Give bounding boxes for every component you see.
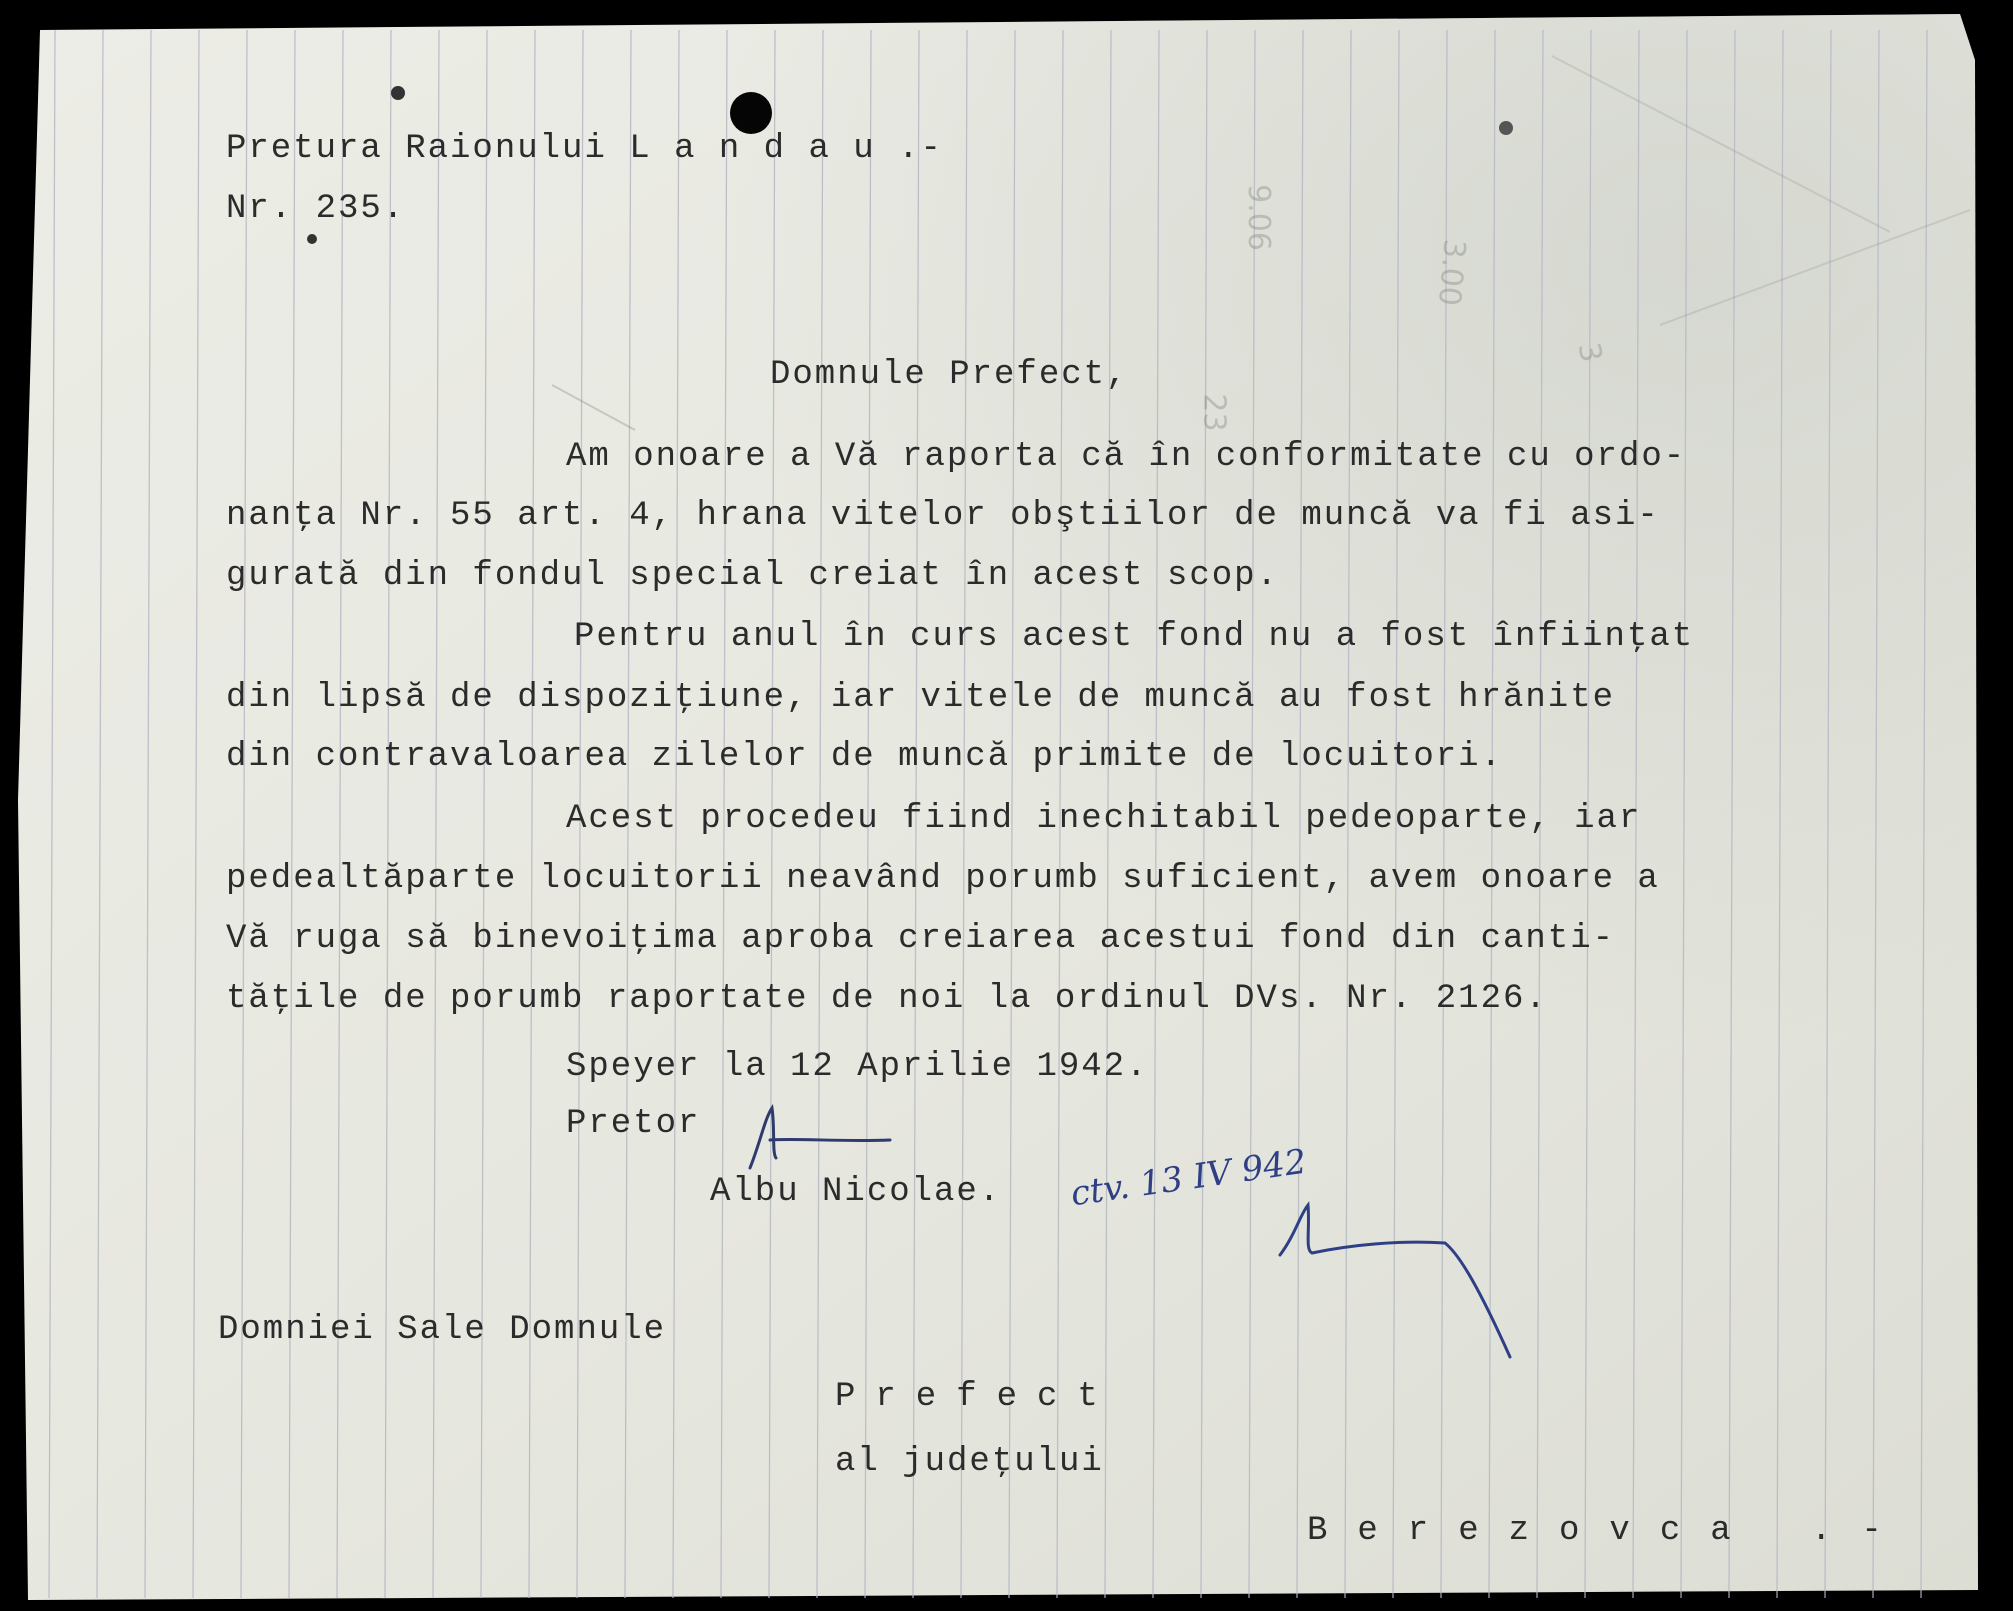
addressee-place: Berezovca .- [1307,1512,1912,1550]
pencil-mark: 3.00 [1431,237,1472,308]
body-line: nanţa Nr. 55 art. 4, hrana vitelor obştiilor de muncă va fi asi- [226,497,1660,535]
body-line: Am onoare a Vă raporta că în conformitate cu ordo- [566,438,1687,476]
body-line: din contravaloarea zilelor de muncă primite de locuitori. [226,738,1503,776]
addressee-county: al judeţului [835,1443,1104,1481]
body-line: gurată din fondul special creiat în acest scop. [226,557,1279,595]
salutation: Domnule Prefect, [770,356,1129,394]
signer-name: Albu Nicolae. [710,1173,1002,1211]
pretor-signature [720,1098,920,1178]
document-number: Nr. 235. [226,190,406,228]
body-line: din lipsă de dispoziţiune, iar vitele de muncă au fost hrănite [226,679,1616,717]
addressee-title: Prefect [835,1378,1118,1416]
body-line: Acest procedeu fiind inechitabil pedeoparte, iar [566,800,1642,838]
body-line: Pentru anul în curs acest fond nu a fost înfiinţat [574,618,1695,656]
body-line: Vă ruga să binevoiţima aproba creiarea acestui fond din canti- [226,920,1616,958]
handwritten-note: ctv. 13 IV 942 [1068,1141,1309,1215]
prefect-signature [1270,1195,1520,1370]
pencil-mark: 23 [1196,393,1232,432]
pencil-mark: 9.06 [1240,184,1276,251]
signer-title: Pretor [566,1105,701,1143]
body-line: tăţile de porumb raportate de noi la ordinul DVs. Nr. 2126. [226,980,1548,1018]
addressee-line: Domniei Sale Domnule [218,1311,667,1349]
body-line: pedealtăparte locuitorii neavând porumb suficient, avem onoare a [226,860,1660,898]
office-header: Pretura Raionului L a n d a u .- [226,130,943,168]
place-date: Speyer la 12 Aprilie 1942. [566,1048,1149,1086]
pencil-mark: 3 [1570,340,1609,365]
